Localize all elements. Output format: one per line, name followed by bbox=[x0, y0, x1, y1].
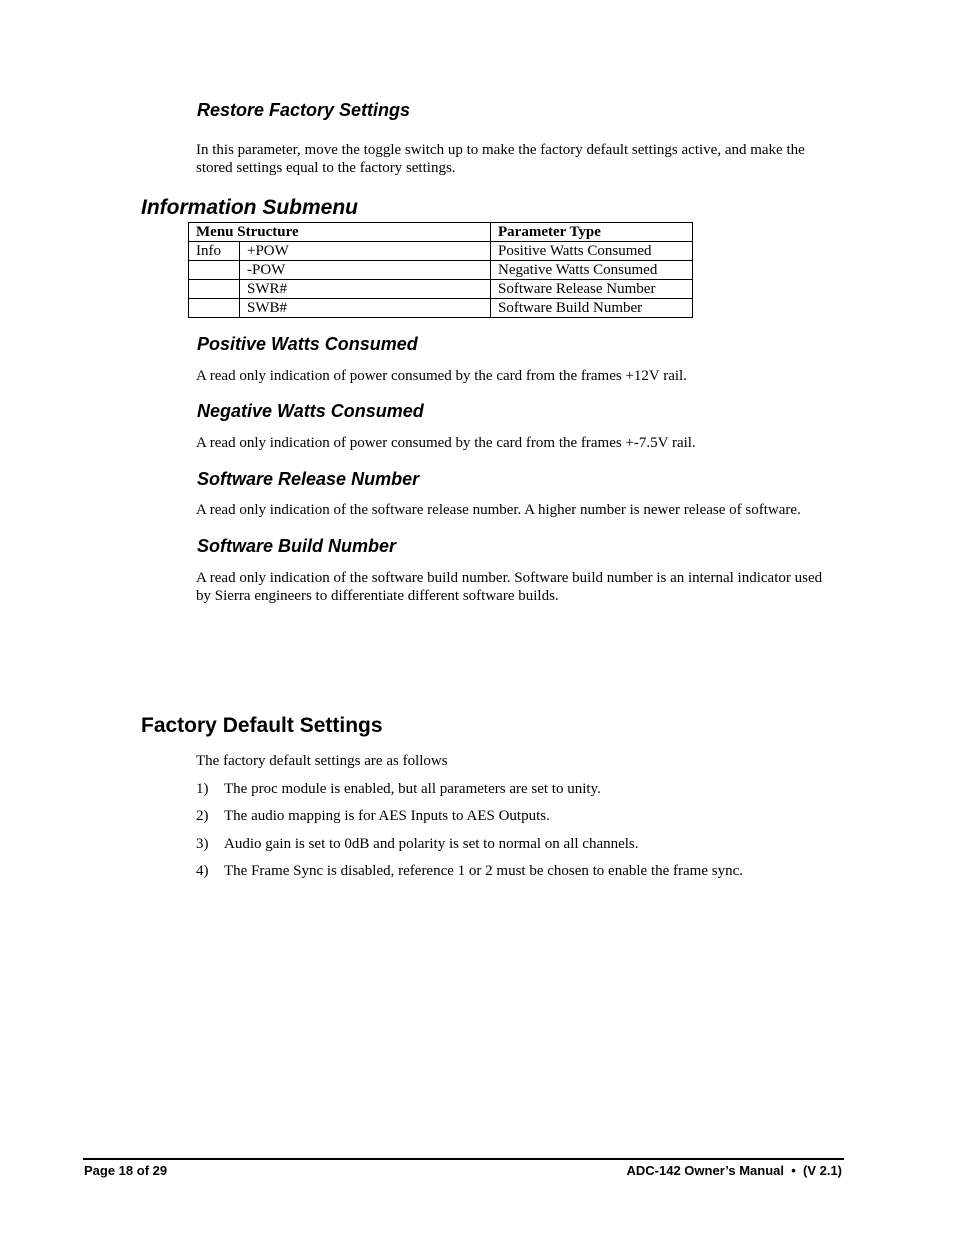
list-item bbox=[196, 780, 743, 807]
table-cell-item: SWB# bbox=[240, 299, 491, 318]
list-item bbox=[196, 807, 743, 834]
restore-text: In this parameter, move the toggle switch up to make the factory default settings active, and make the stored settings equal to the factory settings. bbox=[196, 142, 805, 176]
list-item-text: The proc module is enabled, but all parameters are set to unity. bbox=[224, 781, 601, 797]
list-item-number: 2) bbox=[196, 808, 209, 825]
list-item-text: The Frame Sync is disabled, reference 1 or 2 must be chosen to enable the frame sync. bbox=[224, 862, 743, 879]
section-heading-negative-watts: Negative Watts Consumed bbox=[197, 401, 424, 421]
factory-intro: The factory default settings are as follows bbox=[196, 753, 448, 769]
table-cell-item: SWR# bbox=[240, 280, 491, 299]
info-submenu-table bbox=[188, 222, 693, 318]
list-item bbox=[196, 862, 743, 889]
section-heading-software-build: Software Build Number bbox=[197, 536, 397, 556]
table-cell-type: Software Build Number bbox=[491, 299, 693, 318]
list-item-number: 1) bbox=[196, 781, 209, 797]
section-text-positive-watts: A read only indication of power consumed by the card from the frames +12V rail. bbox=[196, 368, 687, 384]
table-cell-type: Positive Watts Consumed bbox=[491, 242, 693, 261]
section-text-software-build: A read only indication of the software build number. Software build number is an internal indicator used by Sierra engineers to differentiate different software builds. bbox=[196, 570, 823, 604]
info-submenu-heading: Information Submenu bbox=[141, 196, 358, 219]
list-item-text: Audio gain is set to 0dB and polarity is set to normal on all channels. bbox=[224, 835, 639, 852]
table-cell-menu: Info bbox=[189, 242, 240, 261]
table-header-type: Parameter Type bbox=[491, 223, 693, 242]
table-cell-type: Negative Watts Consumed bbox=[491, 261, 693, 280]
table-header-menu: Menu Structure bbox=[189, 223, 491, 242]
table-cell-type: Software Release Number bbox=[491, 280, 693, 299]
list-item-text: The audio mapping is for AES Inputs to AES Outputs. bbox=[224, 808, 550, 825]
table-header-row bbox=[189, 223, 693, 242]
table-row bbox=[189, 280, 693, 299]
factory-settings-list bbox=[196, 780, 743, 889]
section-text-negative-watts: A read only indication of power consumed by the card from the frames +-7.5V rail. bbox=[196, 435, 696, 451]
table-row bbox=[189, 242, 693, 261]
table-cell-item: +POW bbox=[240, 242, 491, 261]
table-cell-item: -POW bbox=[240, 261, 491, 280]
table-row bbox=[189, 261, 693, 280]
table-row bbox=[189, 299, 693, 318]
list-item-number: 4) bbox=[196, 862, 209, 879]
restore-heading: Restore Factory Settings bbox=[197, 100, 411, 120]
section-heading-positive-watts: Positive Watts Consumed bbox=[197, 334, 418, 354]
table-cell-menu bbox=[189, 299, 240, 318]
list-item bbox=[196, 835, 743, 862]
list-item-number: 3) bbox=[196, 835, 209, 852]
footer-manual-title: ADC-142 Owner’s Manual • (V 2.1) bbox=[626, 1163, 842, 1178]
footer-divider bbox=[83, 1158, 844, 1160]
table-cell-menu bbox=[189, 261, 240, 280]
section-text-software-release: A read only indication of the software release number. A higher number is newer release of software. bbox=[196, 502, 801, 518]
factory-heading: Factory Default Settings bbox=[141, 714, 383, 737]
footer-page-number: Page 18 of 29 bbox=[84, 1163, 168, 1178]
section-heading-software-release: Software Release Number bbox=[197, 469, 420, 489]
table-cell-menu bbox=[189, 280, 240, 299]
